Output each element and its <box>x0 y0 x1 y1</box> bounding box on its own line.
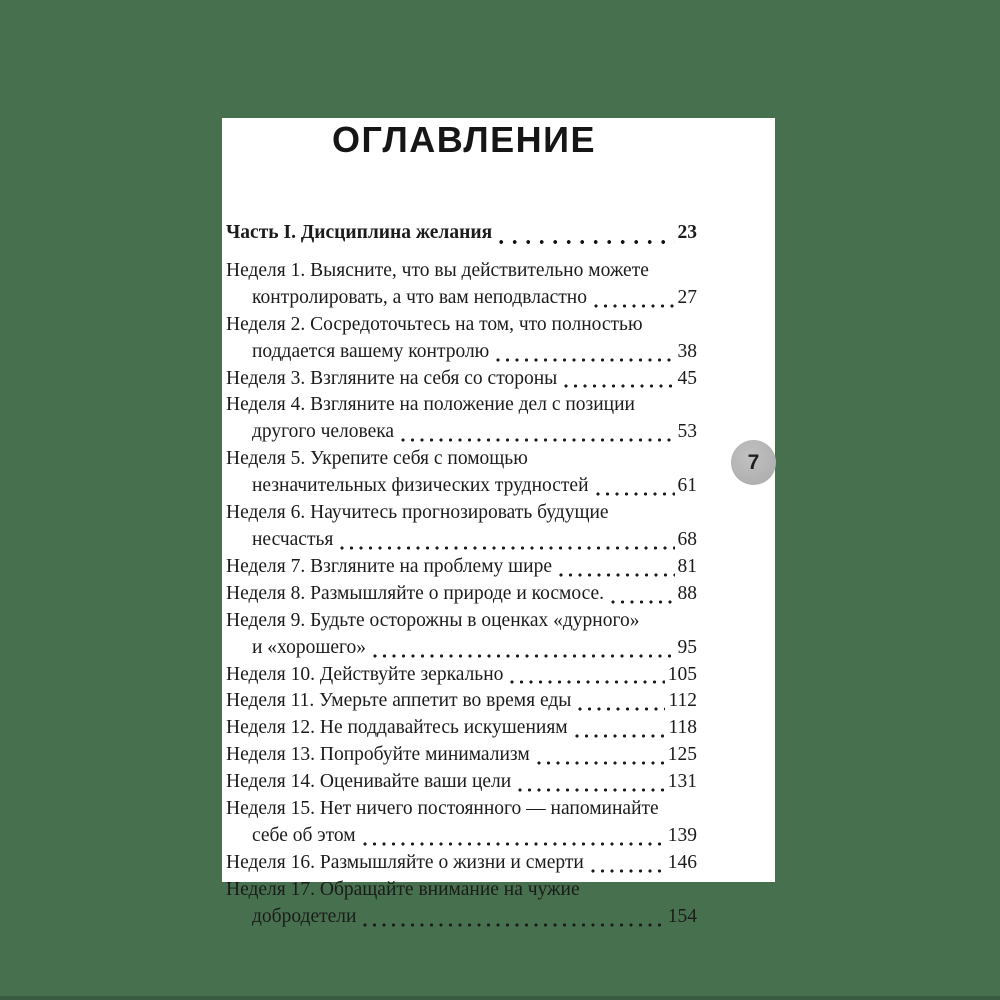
toc-entry <box>226 258 697 312</box>
toc-entry-page-number: 146 <box>667 851 697 873</box>
toc-entry-page-number: 27 <box>677 286 697 308</box>
toc-entry-line <box>226 392 697 419</box>
toc-entry-line <box>226 688 697 715</box>
toc-entry-page-number: 125 <box>667 744 697 766</box>
toc-entry-label: Неделя 11. Умерьте аппетит во время еды <box>226 690 572 712</box>
page-title: ОГЛАВЛЕНИЕ <box>332 119 597 160</box>
toc-entry-label: другого человека <box>252 421 395 443</box>
toc-entry-line <box>226 877 697 904</box>
toc-entry-label: контролировать, а что вам неподвластно <box>252 286 587 308</box>
toc-entry-line <box>226 796 697 823</box>
dot-leader <box>596 492 675 496</box>
toc-part-heading <box>226 220 697 247</box>
toc-entry-line <box>226 312 697 339</box>
toc-entry-line <box>226 823 697 850</box>
toc-entry-label: незначительных физических трудностей <box>252 475 589 497</box>
dot-leader <box>363 923 664 927</box>
dot-leader <box>496 358 674 362</box>
toc-entry-label: Неделя 14. Оценивайте ваши цели <box>226 771 512 793</box>
toc-entry <box>226 742 697 769</box>
toc-entry-label: Неделя 13. Попробуйте минимализм <box>226 744 530 766</box>
toc-entry-page-number: 131 <box>667 771 697 793</box>
toc-entry-line <box>226 904 697 931</box>
toc-entry <box>226 850 697 877</box>
dot-leader <box>591 869 665 873</box>
toc-entry-label: Неделя 8. Размышляйте о природе и космосе. <box>226 582 605 604</box>
page-number: 7 <box>747 450 760 474</box>
toc-page <box>222 118 775 927</box>
toc-entry-line <box>226 742 697 769</box>
toc-entry-line <box>226 527 697 554</box>
dot-leader <box>559 573 674 577</box>
part-page-number: 23 <box>677 222 697 243</box>
toc-entry <box>226 796 697 850</box>
toc-entry-label: Неделя 3. Взгляните на себя со стороны <box>226 367 558 389</box>
dot-leader <box>363 842 665 846</box>
toc-entry-label: добродетели <box>252 905 357 927</box>
toc-entry-label: Неделя 4. Взгляните на положение дел с позиции <box>226 394 635 416</box>
toc-entry-line <box>226 608 697 635</box>
toc-entry-page-number: 38 <box>677 340 697 362</box>
toc-entry <box>226 554 697 581</box>
dot-leader <box>340 546 674 550</box>
toc-entry-page-number: 112 <box>668 690 697 712</box>
toc-entry <box>226 688 697 715</box>
toc-entry-label: Неделя 12. Не поддавайтесь искушениям <box>226 717 568 739</box>
toc-entry-line <box>226 554 697 581</box>
toc-entry-label: Неделя 6. Научитесь прогнозировать будущие <box>226 502 609 524</box>
toc-entry-line <box>226 581 697 608</box>
toc-entry-page-number: 45 <box>677 367 697 389</box>
toc-entry-line <box>226 662 697 689</box>
toc-entry-label: Неделя 7. Взгляните на проблему шире <box>226 555 553 577</box>
toc-entry-page-number: 105 <box>667 663 697 685</box>
toc-entry-label: Неделя 5. Укрепите себя с помощью <box>226 448 528 470</box>
toc-entry-line <box>226 366 697 393</box>
toc-entry-line <box>226 500 697 527</box>
toc-entry-line <box>226 635 697 662</box>
toc-entry-line <box>226 473 697 500</box>
toc-entry-line <box>226 285 697 312</box>
toc-entry-label: несчастья <box>252 528 334 550</box>
toc-entry-label: Неделя 17. Обращайте внимание на чужие <box>226 878 580 900</box>
dot-leader <box>564 384 674 388</box>
toc-entry-line <box>226 339 697 366</box>
toc-entry-line <box>226 258 697 285</box>
toc-entry-line <box>226 446 697 473</box>
toc-entry-page-number: 81 <box>677 555 697 577</box>
dot-leader <box>594 304 675 308</box>
toc-entry-line <box>226 419 697 446</box>
toc-entry <box>226 877 697 931</box>
toc-entry <box>226 312 697 366</box>
toc-entry-label: Неделя 15. Нет ничего постоянного — напоминайте <box>226 798 659 820</box>
toc-entry-page-number: 88 <box>677 582 697 604</box>
dot-leader <box>611 600 674 604</box>
toc-entry-page-number: 68 <box>677 528 697 550</box>
toc-entry <box>226 500 697 554</box>
toc-entry-label: Неделя 1. Выясните, что вы действительно можете <box>226 259 649 281</box>
toc-entry-page-number: 61 <box>677 475 697 497</box>
dot-leader <box>499 240 674 244</box>
dot-leader <box>578 707 665 711</box>
toc-entry-label: Неделя 16. Размышляйте о жизни и смерти <box>226 851 584 873</box>
dot-leader <box>575 734 666 738</box>
toc-entry-page-number: 154 <box>667 905 697 927</box>
toc-entry <box>226 392 697 446</box>
bottom-shadow-edge <box>0 996 1000 1000</box>
toc-entry <box>226 366 697 393</box>
toc-entry <box>226 715 697 742</box>
dot-leader <box>537 761 665 765</box>
toc-entry-label: Неделя 10. Действуйте зеркально <box>226 663 504 685</box>
part-heading-label: Часть I. Дисциплина желания <box>226 222 493 243</box>
toc-list <box>226 220 697 931</box>
toc-entry-line <box>226 715 697 742</box>
toc-entry-page-number: 95 <box>677 636 697 658</box>
toc-entry-label: себе об этом <box>252 824 356 846</box>
dot-leader <box>510 680 664 684</box>
toc-entry-label: Неделя 2. Сосредоточьтесь на том, что полностью <box>226 313 643 335</box>
dot-leader <box>518 788 665 792</box>
toc-entry <box>226 662 697 689</box>
dot-leader <box>401 438 674 442</box>
toc-entry-label: поддается вашему контролю <box>252 340 490 362</box>
toc-entry-label: Неделя 9. Будьте осторожны в оценках «дурного» <box>226 609 640 631</box>
toc-entry-page-number: 118 <box>668 717 697 739</box>
toc-entry-page-number: 53 <box>677 421 697 443</box>
dot-leader <box>373 654 674 658</box>
toc-entry-line <box>226 850 697 877</box>
toc-entry-line <box>226 769 697 796</box>
toc-entry <box>226 446 697 500</box>
toc-entry-label: и «хорошего» <box>252 636 367 658</box>
toc-entry-page-number: 139 <box>667 824 697 846</box>
page-number-badge <box>731 440 776 485</box>
toc-entry <box>226 608 697 662</box>
toc-entry <box>226 581 697 608</box>
toc-entry <box>226 769 697 796</box>
toc-entries <box>226 258 697 931</box>
